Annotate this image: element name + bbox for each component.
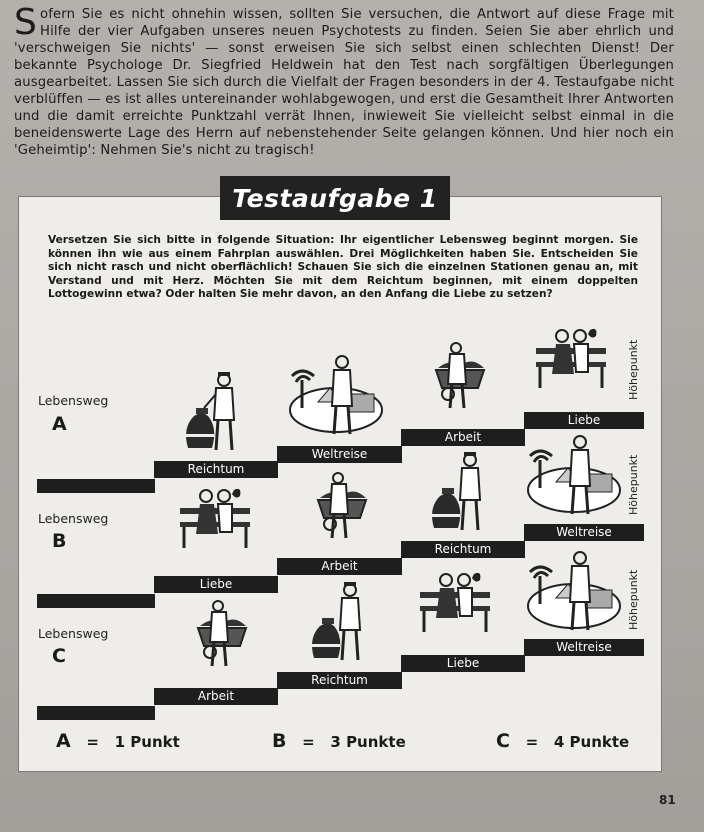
route-a-step-1: Reichtum (154, 461, 278, 478)
route-b-label: Lebensweg (38, 511, 109, 526)
score-a-letter: A (56, 730, 71, 752)
route-b-peak: Höhepunkt (627, 454, 640, 515)
score-b (272, 730, 406, 752)
route-c-step-4: Weltreise (524, 639, 644, 656)
page-number: 81 (659, 793, 676, 807)
route-a-start (37, 479, 155, 493)
couple-bench-icon (532, 326, 612, 398)
money-bag-man-icon (426, 448, 486, 538)
route-a-step-3: Arbeit (401, 429, 525, 446)
travel-scene-icon (526, 548, 626, 638)
intro-dropcap: S (14, 2, 38, 43)
money-bag-man-icon (180, 368, 240, 458)
travel-scene-icon (526, 432, 626, 522)
route-b-step-3: Reichtum (401, 541, 525, 558)
score-b-letter: B (272, 730, 287, 752)
couple-bench-icon (416, 570, 496, 642)
test-title: Testaufgabe 1 (220, 176, 450, 220)
travel-scene-icon (288, 352, 388, 442)
couple-bench-icon (176, 486, 256, 558)
score-b-eq: = (302, 733, 315, 751)
route-a-label: Lebensweg (38, 393, 109, 408)
intro-paragraph (14, 2, 674, 159)
route-b-letter: B (52, 530, 67, 552)
money-bag-man-icon (306, 578, 366, 668)
route-c-start (37, 706, 155, 720)
score-b-points: 3 Punkte (330, 733, 406, 751)
wheelbarrow-worker-icon (192, 598, 258, 670)
score-c-eq: = (525, 733, 539, 751)
route-c-step-1: Arbeit (154, 688, 278, 705)
score-a-eq: = (86, 733, 99, 751)
route-b-step-1: Liebe (154, 576, 278, 593)
route-b-start (37, 594, 155, 608)
route-c-step-3: Liebe (401, 655, 525, 672)
route-c-letter: C (52, 645, 66, 667)
route-a-letter: A (52, 413, 67, 435)
test-instructions: Versetzen Sie sich bitte in folgende Situation: Ihr eigentlicher Lebensweg beginnt morgen. Sie können ihn wie aus einem Fahrplan auswählen. Drei Möglichkeiten haben Sie. Entscheiden Sie sich nicht rasch und nicht oberflächlich! Schauen Sie sich die einzelnen Stationen genau an, mit Verstand und mit Herz. Möchten Sie mit dem Reichtum beginnen, mit einem doppelten Lottogewinn etwa? Oder halten Sie mehr davon, an den Anfang die Liebe zu setzen? (48, 234, 638, 301)
route-c-step-2: Reichtum (277, 672, 402, 689)
score-a-points: 1 Punkt (114, 733, 180, 751)
score-c-points: 4 Punkte (553, 733, 630, 751)
route-c-peak: Höhepunkt (627, 569, 640, 630)
wheelbarrow-worker-icon (430, 340, 496, 412)
score-c (496, 730, 629, 752)
route-b-step-2: Arbeit (277, 558, 402, 575)
wheelbarrow-worker-icon (312, 470, 378, 542)
score-a (56, 730, 180, 752)
route-a-step-2: Weltreise (277, 446, 402, 463)
route-a-peak: Höhepunkt (627, 339, 640, 400)
score-c-letter: C (496, 730, 510, 752)
route-c-label: Lebensweg (38, 626, 109, 641)
intro-text: ofern Sie es nicht ohnehin wissen, sollten Sie versuchen, die Antwort auf diese Frage mit Hilfe der vier Aufgaben unseres neuen Psychotests zu finden. Seien Sie aber ehrlich und 'verschweigen Sie nichts' — sonst erweisen Sie sich selbst einen schlechten Dienst! Der bekannte Psychologe Dr. Siegfried Heldwein hat den Test nach sorgfältigen Überlegungen ausgearbeitet. Lassen Sie sich durch die Vielfalt der Fragen besonders in der 4. Testaufgabe nicht verblüffen — es ist alles untereinander wohlabgewogen, und erst die Gesamtheit Ihrer Antworten und die damit erreichte Punktzahl verrät Ihnen, inwieweit Sie vielleicht selbst einmal in die beneidenswerte Lage des Herrn auf nebenstehender Seite gelangen können. Und hier noch ein 'Geheimtip': Nehmen Sie's nicht zu tragisch! (14, 7, 674, 158)
route-b-step-4: Weltreise (524, 524, 644, 541)
route-a-step-4: Liebe (524, 412, 644, 429)
